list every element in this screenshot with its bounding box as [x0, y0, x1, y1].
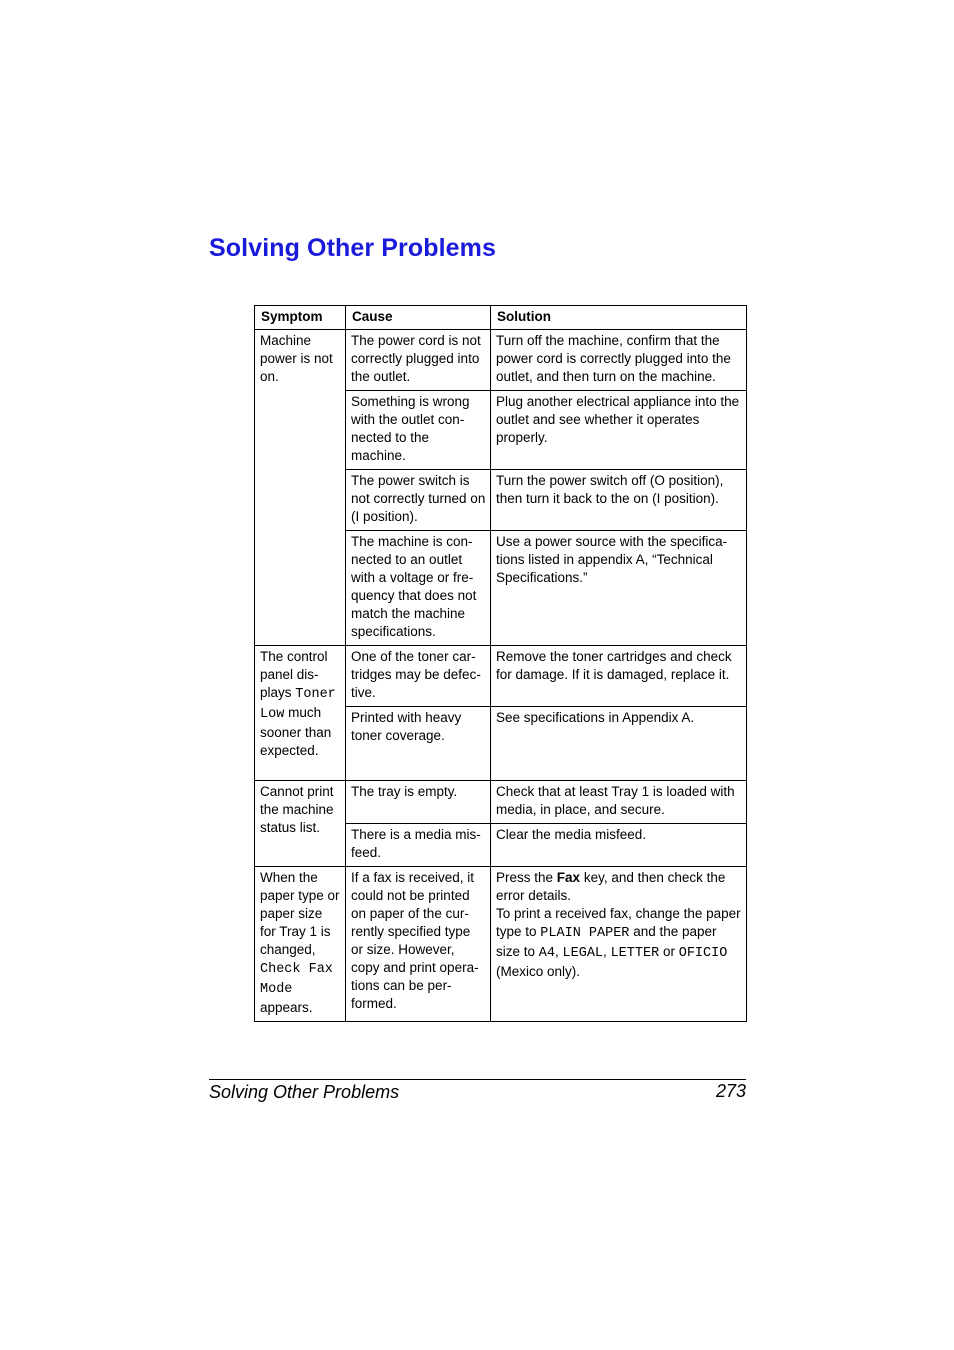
solution-text: Press the — [496, 870, 554, 885]
table-row — [255, 330, 747, 391]
symptom-text: appears. — [260, 1000, 313, 1015]
table-header-row — [255, 306, 747, 330]
paper-size-value: LETTER — [610, 946, 660, 961]
footer-divider — [209, 1079, 746, 1080]
symptom-text: much sooner than expected. — [260, 705, 332, 758]
symptom-text: When the paper type or paper size for Tray 1 is changed, — [260, 870, 340, 957]
symptom-text: The control panel dis-plays — [260, 649, 328, 700]
symptom-cell — [255, 867, 346, 1022]
paper-size-value: A4 — [538, 946, 555, 961]
page-title: Solving Other Problems — [209, 234, 496, 262]
table-row — [255, 867, 747, 1022]
symptom-cell: Cannot print the machine status list. — [255, 781, 346, 867]
solution-cell: Turn the power switch off (O position), then turn it back to the on (I position). — [491, 470, 747, 531]
solution-cell: Clear the media misfeed. — [491, 824, 747, 867]
fax-key-label: Fax — [556, 870, 581, 885]
table-row — [255, 781, 747, 824]
paper-size-value: OFICIO — [678, 946, 728, 961]
solution-cell: Check that at least Tray 1 is loaded with media, in place, and secure. — [491, 781, 747, 824]
cause-cell: The power switch is not correctly turned on (I position). — [346, 470, 491, 531]
solution-text: and the paper size to — [496, 924, 717, 959]
header-cause: Cause — [346, 306, 491, 330]
solution-text: or — [662, 944, 675, 959]
cause-cell: Printed with heavy toner coverage. — [346, 707, 491, 781]
symptom-cell — [255, 646, 346, 781]
separator: , — [555, 944, 559, 959]
cause-cell: The tray is empty. — [346, 781, 491, 824]
paper-size-value: LEGAL — [562, 946, 604, 961]
cause-cell: Something is wrong with the outlet con-nected to the machine. — [346, 391, 491, 470]
footer-title: Solving Other Problems — [209, 1082, 400, 1102]
symptom-cell: Machine power is not on. — [255, 330, 346, 646]
solution-cell — [491, 867, 747, 1022]
page-number: 273 — [715, 1081, 746, 1101]
solution-cell: See specifications in Appendix A. — [491, 707, 747, 781]
table-row — [255, 646, 747, 707]
header-solution: Solution — [491, 306, 747, 330]
paper-type-value: PLAIN PAPER — [540, 926, 630, 941]
header-symptom: Symptom — [255, 306, 346, 330]
solution-cell: Remove the toner cartridges and check for damage. If it is damaged, replace it. — [491, 646, 747, 707]
cause-cell: The power cord is not correctly plugged into the outlet. — [346, 330, 491, 391]
panel-message: Toner Low — [260, 687, 336, 722]
cause-cell: There is a media mis-feed. — [346, 824, 491, 867]
cause-cell: One of the toner car-tridges may be defec-tive. — [346, 646, 491, 707]
cause-cell: The machine is con-nected to an outlet with a voltage or fre-quency that does not match the machine specifications. — [346, 531, 491, 646]
troubleshooting-table — [254, 305, 747, 1022]
panel-message: Check Fax Mode — [260, 962, 333, 997]
solution-cell: Turn off the machine, confirm that the power cord is correctly plugged into the outlet, and then turn on the machine. — [491, 330, 747, 391]
separator: , — [603, 944, 607, 959]
solution-cell: Use a power source with the specifica-tions listed in appendix A, “Technical Specifications.” — [491, 531, 747, 646]
solution-text: To print a received fax, change the paper type to — [496, 906, 741, 939]
cause-cell: If a fax is received, it could not be printed on paper of the cur-rently specified type or size. However, copy and print opera-tions can be per-formed. — [346, 867, 491, 1022]
solution-text: key, and then check the error details. — [496, 870, 726, 903]
solution-text: (Mexico only). — [496, 964, 581, 979]
solution-cell: Plug another electrical appliance into the outlet and see whether it operates properly. — [491, 391, 747, 470]
